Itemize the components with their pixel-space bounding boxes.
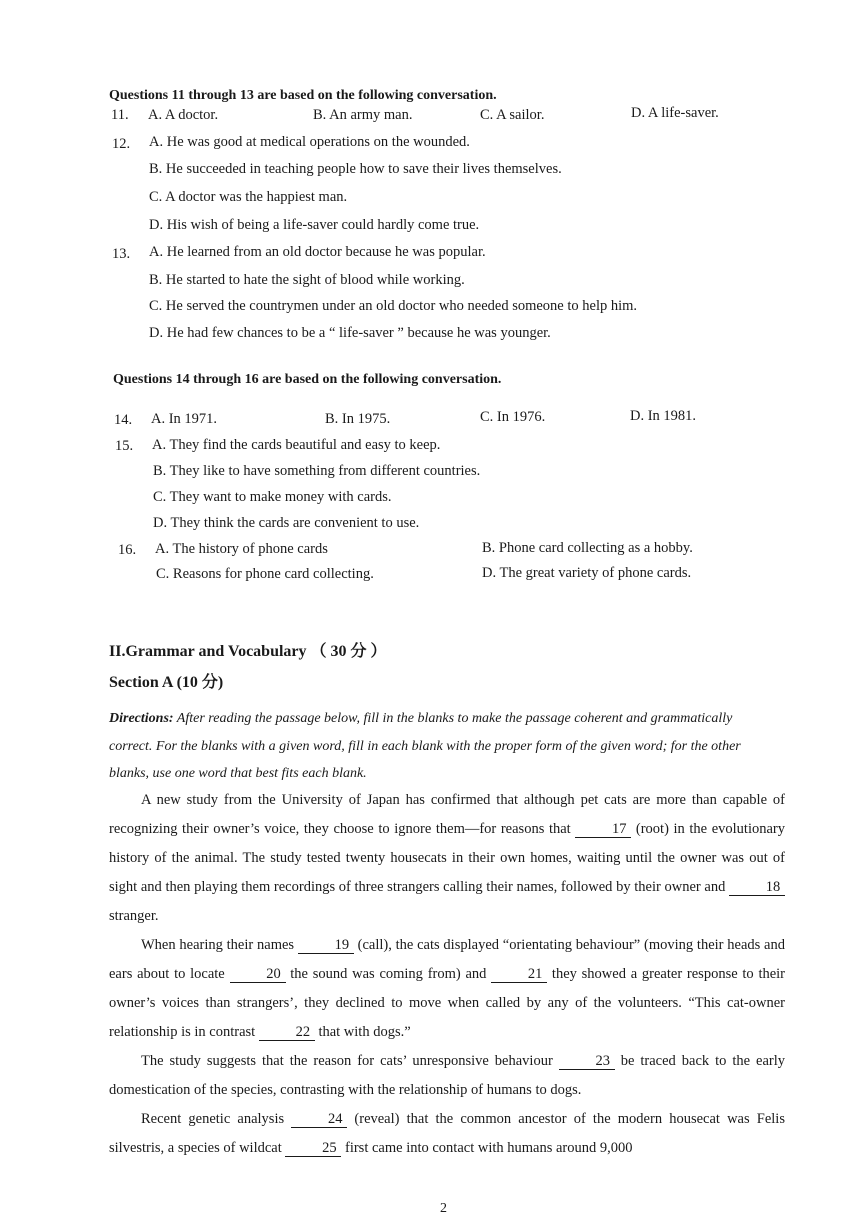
section-a-title: Section A (10 分) xyxy=(109,674,224,691)
directions-label: Directions: xyxy=(109,711,174,726)
paragraph-text: stranger. xyxy=(109,908,159,924)
paragraph-text: first came into contact with humans around 9,000 xyxy=(341,1140,633,1156)
passage xyxy=(109,786,785,1163)
blank-23[interactable]: 23 xyxy=(559,1053,615,1070)
blank-18[interactable]: 18 xyxy=(729,879,785,896)
q12-option-a: A. He was good at medical operations on the wounded. xyxy=(149,134,470,150)
paragraph-text: Recent genetic analysis xyxy=(141,1111,292,1127)
q11-option-b: B. An army man. xyxy=(313,107,413,123)
q16-option-b: B. Phone card collecting as a hobby. xyxy=(482,540,693,556)
q11-option-a: A. A doctor. xyxy=(148,107,219,123)
paragraph-text: they showed a greater response to their owner’s voices than strangers’, they declined to move when called by any of the volunteers. “This cat-owner relationship is in contrast xyxy=(109,966,786,1040)
q12-option-c: C. A doctor was the happiest man. xyxy=(149,189,348,205)
q14-option-c: C. In 1976. xyxy=(480,409,546,425)
q13-number: 13. xyxy=(112,246,131,262)
blank-25[interactable]: 25 xyxy=(285,1140,341,1157)
q16-number: 16. xyxy=(118,542,137,558)
q12-number: 12. xyxy=(112,136,131,152)
directions xyxy=(109,705,759,788)
q15-option-c: C. They want to make money with cards. xyxy=(153,489,392,505)
q12-option-b: B. He succeeded in teaching people how to save their lives themselves. xyxy=(149,161,562,177)
q13-option-b: B. He started to hate the sight of blood while working. xyxy=(149,272,465,288)
passage-paragraph-2 xyxy=(109,931,785,1047)
paragraph-text: (call), the cats displayed “orientating behaviour” (moving their heads and ears about to locate xyxy=(109,937,785,982)
blank-24[interactable]: 24 xyxy=(291,1111,347,1128)
q16-option-d: D. The great variety of phone cards. xyxy=(482,565,692,581)
paragraph-text: the sound was coming from) and xyxy=(285,966,492,982)
paragraph-text: be traced back to the early domestication of the species, contrasting with the relationship of humans to dogs. xyxy=(109,1053,785,1098)
q15-option-b: B. They like to have something from different countries. xyxy=(153,463,481,479)
q14-number: 14. xyxy=(114,412,133,428)
paragraph-text: that with dogs.” xyxy=(314,1024,411,1040)
passage-paragraph-1 xyxy=(109,786,785,931)
paragraph-text: (root) in the evolutionary history of the animal. The study tested twenty housecats in their own homes, waiting until the owner was out of sight and then playing them recordings of three strangers calling their names, followed by their owner and xyxy=(109,821,785,895)
paragraph-text: (reveal) that the common ancestor of the modern housecat was Felis silvestris, a species of wildcat xyxy=(109,1111,785,1156)
directions-text: After reading the passage below, fill in the blanks to make the passage coherent and grammatically correct. For the blanks with a given word, fill in each blank with the proper form of the given word; for the other blanks, use one word that best fits each blank. xyxy=(109,711,741,781)
q14-option-b: B. In 1975. xyxy=(325,411,391,427)
blank-21[interactable]: 21 xyxy=(491,966,547,983)
paragraph-text: The study suggests that the reason for cats’ unresponsive behaviour xyxy=(141,1053,559,1069)
q15-number: 15. xyxy=(115,438,134,454)
blank-20[interactable]: 20 xyxy=(230,966,286,983)
q15-option-a: A. They find the cards beautiful and easy to keep. xyxy=(152,437,441,453)
passage-paragraph-4 xyxy=(109,1105,785,1163)
q13-option-a: A. He learned from an old doctor because he was popular. xyxy=(149,244,486,260)
q14-option-d: D. In 1981. xyxy=(630,408,697,424)
blank-22[interactable]: 22 xyxy=(259,1024,315,1041)
questions-14-16-heading: Questions 14 through 16 are based on the following conversation. xyxy=(113,372,502,387)
q13-option-d: D. He had few chances to be a “ life-saver ” because he was younger. xyxy=(149,325,551,341)
paragraph-text: When hearing their names xyxy=(141,937,298,953)
passage-paragraph-3 xyxy=(109,1047,785,1105)
paragraph-text: A new study from the University of Japan has confirmed that although pet cats are more than capable of recognizing their owner’s voice, they choose to ignore them—for reasons that xyxy=(109,792,785,837)
blank-19[interactable]: 19 xyxy=(298,937,354,954)
blank-17[interactable]: 17 xyxy=(575,821,631,838)
q16-option-a: A. The history of phone cards xyxy=(155,541,328,557)
part-2-title: II.Grammar and Vocabulary （ 30 分 ） xyxy=(109,643,387,660)
page-number: 2 xyxy=(440,1201,447,1216)
q12-option-d: D. His wish of being a life-saver could hardly come true. xyxy=(149,217,480,233)
questions-11-13-heading: Questions 11 through 13 are based on the following conversation. xyxy=(109,88,497,103)
q16-option-c: C. Reasons for phone card collecting. xyxy=(156,566,374,582)
q11-option-d: D. A life-saver. xyxy=(631,105,719,121)
q15-option-d: D. They think the cards are convenient to use. xyxy=(153,515,420,531)
q11-number: 11. xyxy=(111,107,129,123)
q11-option-c: C. A sailor. xyxy=(480,107,545,123)
q13-option-c: C. He served the countrymen under an old doctor who needed someone to help him. xyxy=(149,298,638,314)
q14-option-a: A. In 1971. xyxy=(151,411,218,427)
